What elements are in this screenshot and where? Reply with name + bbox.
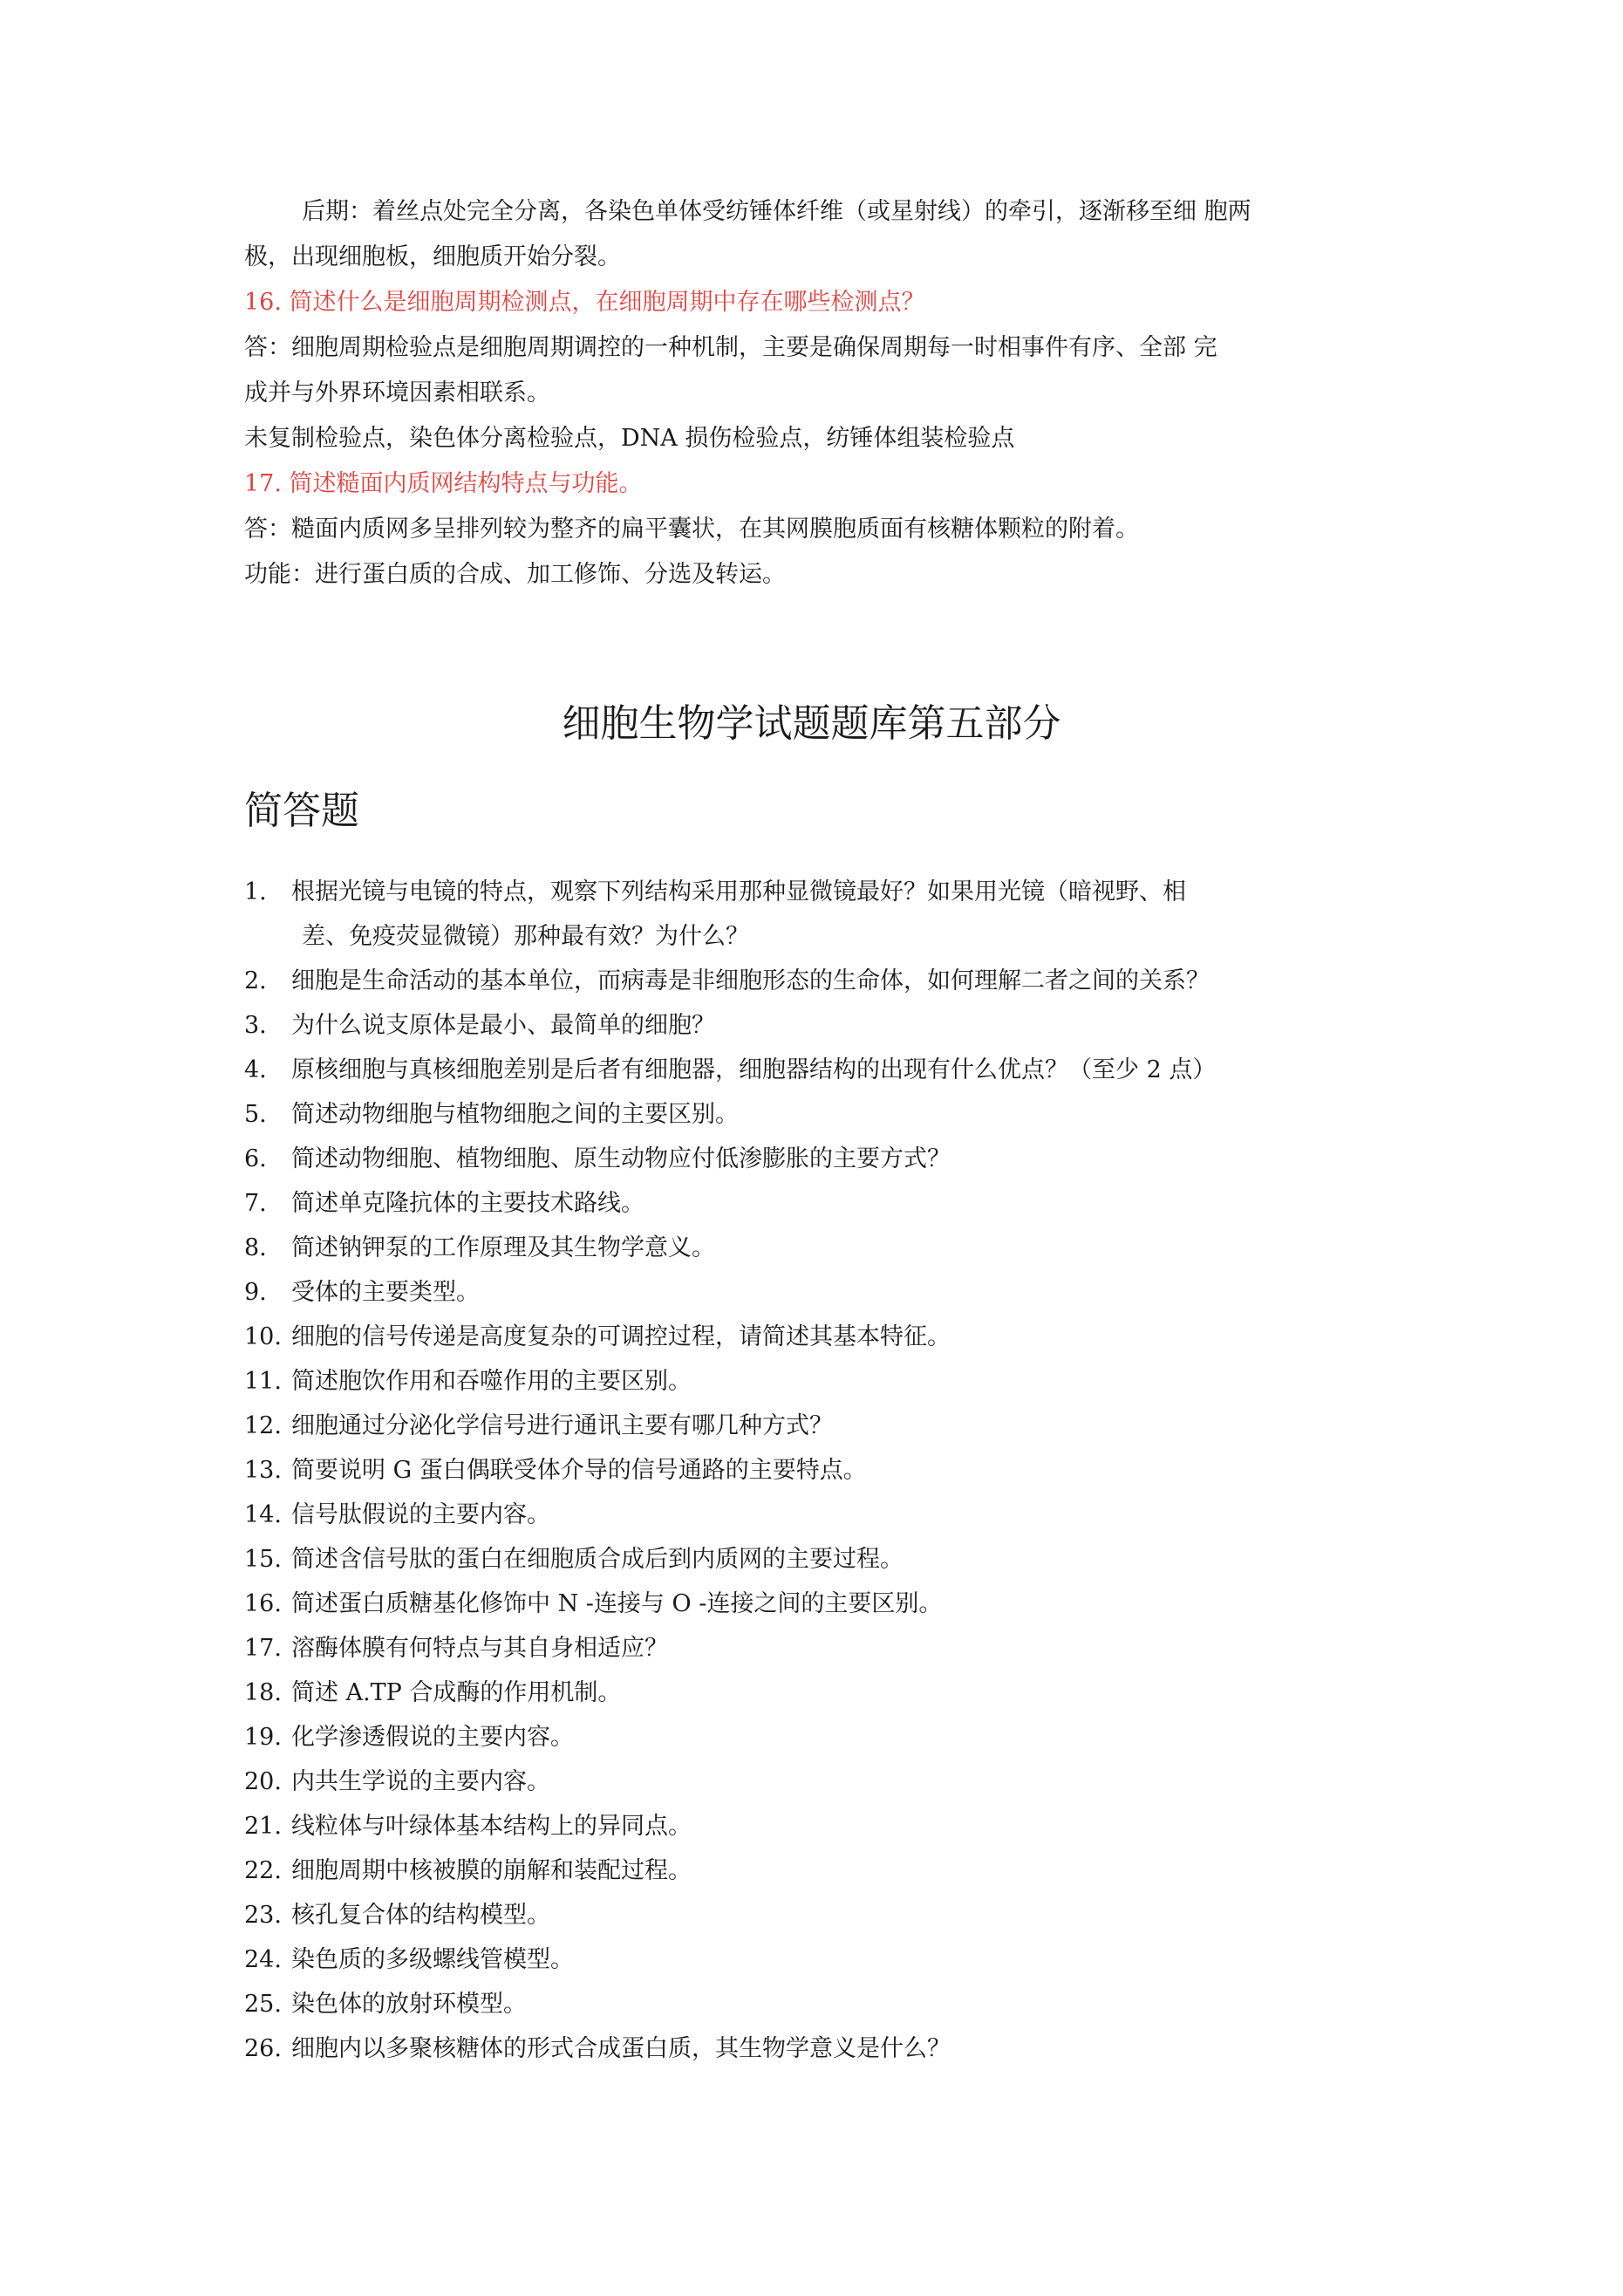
list-item (244, 1369, 692, 1395)
list-item-text: 简述含信号肽的蛋白在细胞质合成后到内质网的主要过程。 (291, 1546, 904, 1573)
list-item (244, 1547, 904, 1573)
list-item-number: 19. (244, 1724, 282, 1751)
answer-text: 成并与外界环境因素相联系。 (244, 379, 550, 407)
list-item-number: 3. (244, 1012, 267, 1039)
answer-text: 答：糙面内质网多呈排列较为整齐的扁平囊状，在其网膜胞质面有核糖体颗粒的附着。 (244, 516, 1139, 543)
list-item-text: 简述 A.TP 合成酶的作用机制。 (291, 1679, 622, 1706)
list-item-text: 简要说明 G 蛋白偶联受体介导的信号通路的主要特点。 (291, 1457, 867, 1484)
list-item (244, 1636, 668, 1662)
list-item-number: 1. (244, 878, 267, 905)
list-item-text: 受体的主要类型。 (291, 1279, 480, 1306)
list-item-text: 细胞周期中核被膜的崩解和装配过程。 (291, 1857, 692, 1884)
list-item-number: 26. (244, 2035, 282, 2062)
list-item (244, 1769, 550, 1795)
list-item-text: 根据光镜与电镜的特点，观察下列结构采用那种显微镜最好？如果用光镜（暗视野、相 (291, 878, 1186, 905)
list-item-text: 简述单克隆抗体的主要技术路线。 (291, 1190, 644, 1217)
list-item (244, 1725, 574, 1751)
list-item (244, 1235, 715, 1261)
list-item-text: 为什么说支原体是最小、最简单的细胞？ (291, 1012, 715, 1039)
list-item-number: 20. (244, 1768, 282, 1795)
list-item-text: 细胞通过分泌化学信号进行通讯主要有哪几种方式？ (291, 1412, 833, 1439)
list-item (244, 1013, 715, 1039)
answer-text: 后期：着丝点处完全分离，各染色单体受纺锤体纤维（或星射线）的牵引，逐渐移至细 胞两 (302, 198, 1251, 225)
list-item-text: 溶酶体膜有何特点与其自身相适应？ (291, 1635, 668, 1662)
list-item-text: 简述钠钾泵的工作原理及其生物学意义。 (291, 1234, 715, 1261)
list-item-number: 11. (244, 1368, 282, 1395)
list-item (244, 1992, 527, 2018)
list-item-number: 13. (244, 1457, 282, 1484)
list-item-number: 6. (244, 1145, 267, 1172)
list-item (244, 1814, 692, 1840)
list-item-number: 10. (244, 1323, 282, 1350)
list-item-number: 7. (244, 1190, 267, 1217)
list-item-text: 细胞内以多聚核糖体的形式合成蛋白质，其生物学意义是什么？ (291, 2035, 951, 2062)
list-item (244, 1057, 1216, 1083)
answer-text: 功能：进行蛋白质的合成、加工修饰、分选及转运。 (244, 561, 786, 588)
list-item (244, 1413, 833, 1439)
answer-text: 未复制检验点，染色体分离检验点，DNA 损伤检验点，纺锤体组装检验点 (244, 425, 1015, 452)
list-item (244, 1680, 621, 1706)
list-item-text: 简述蛋白质糖基化修饰中 N -连接与 O -连接之间的主要区别。 (291, 1590, 943, 1617)
list-item-continuation: 差、免疫荧显微镜）那种最有效？为什么？ (302, 923, 749, 950)
list-item (244, 1324, 951, 1350)
list-item (244, 1591, 942, 1617)
list-item-text: 核孔复合体的结构模型。 (291, 1902, 550, 1929)
section-heading: 简答题 (244, 789, 359, 833)
list-item-text: 化学渗透假说的主要内容。 (291, 1724, 574, 1751)
list-item-number: 17. (244, 1635, 282, 1662)
question-heading: 16. 简述什么是细胞周期检测点，在细胞周期中存在哪些检测点？ (244, 289, 925, 316)
list-item (244, 1903, 550, 1929)
list-item (244, 1280, 480, 1306)
list-item (244, 1947, 574, 1973)
list-item (244, 1858, 692, 1884)
list-item-number: 14. (244, 1501, 282, 1528)
list-item-number: 25. (244, 1991, 282, 2018)
list-item-number: 15. (244, 1546, 282, 1573)
list-item-number: 5. (244, 1101, 267, 1128)
list-item-text: 内共生学说的主要内容。 (291, 1768, 550, 1795)
list-item-text: 细胞的信号传递是高度复杂的可调控过程，请简述其基本特征。 (291, 1323, 951, 1350)
list-item (244, 1458, 867, 1484)
answer-text: 答：细胞周期检验点是细胞周期调控的一种机制，主要是确保周期每一时相事件有序、全部 完 (244, 334, 1217, 361)
answer-text: 极，出现细胞板，细胞质开始分裂。 (244, 243, 621, 270)
list-item-number: 12. (244, 1412, 282, 1439)
list-item-text: 染色体的放射环模型。 (291, 1991, 527, 2018)
list-item (244, 968, 1210, 994)
list-item-text: 细胞是生命活动的基本单位，而病毒是非细胞形态的生命体，如何理解二者之间的关系？ (291, 967, 1210, 994)
list-item-number: 4. (244, 1056, 267, 1083)
list-item (244, 1102, 739, 1128)
list-item-text: 染色质的多级螺线管模型。 (291, 1946, 574, 1973)
list-item-text: 信号肽假说的主要内容。 (291, 1501, 550, 1528)
list-item (244, 2036, 951, 2062)
list-item (244, 1502, 550, 1528)
list-item-number: 16. (244, 1590, 282, 1617)
question-heading: 17. 简述糙面内质网结构特点与功能。 (244, 470, 643, 497)
list-item-number: 22. (244, 1857, 282, 1884)
list-item (244, 879, 1186, 905)
list-item (244, 1146, 951, 1172)
list-item-number: 18. (244, 1679, 282, 1706)
list-item-number: 21. (244, 1813, 282, 1840)
list-item-text: 原核细胞与真核细胞差别是后者有细胞器，细胞器结构的出现有什么优点？（至少 2 点） (291, 1056, 1217, 1083)
list-item-number: 24. (244, 1946, 282, 1973)
page-title: 细胞生物学试题题库第五部分 (562, 701, 1061, 746)
list-item-text: 简述动物细胞、植物细胞、原生动物应付低渗膨胀的主要方式？ (291, 1145, 951, 1172)
list-item-text: 线粒体与叶绿体基本结构上的异同点。 (291, 1813, 692, 1840)
list-item-number: 9. (244, 1279, 267, 1306)
list-item-text: 简述胞饮作用和吞噬作用的主要区别。 (291, 1368, 692, 1395)
list-item-number: 23. (244, 1902, 282, 1929)
list-item-text: 简述动物细胞与植物细胞之间的主要区别。 (291, 1101, 739, 1128)
list-item-number: 8. (244, 1234, 267, 1261)
list-item (244, 1191, 644, 1217)
list-item-number: 2. (244, 967, 267, 994)
